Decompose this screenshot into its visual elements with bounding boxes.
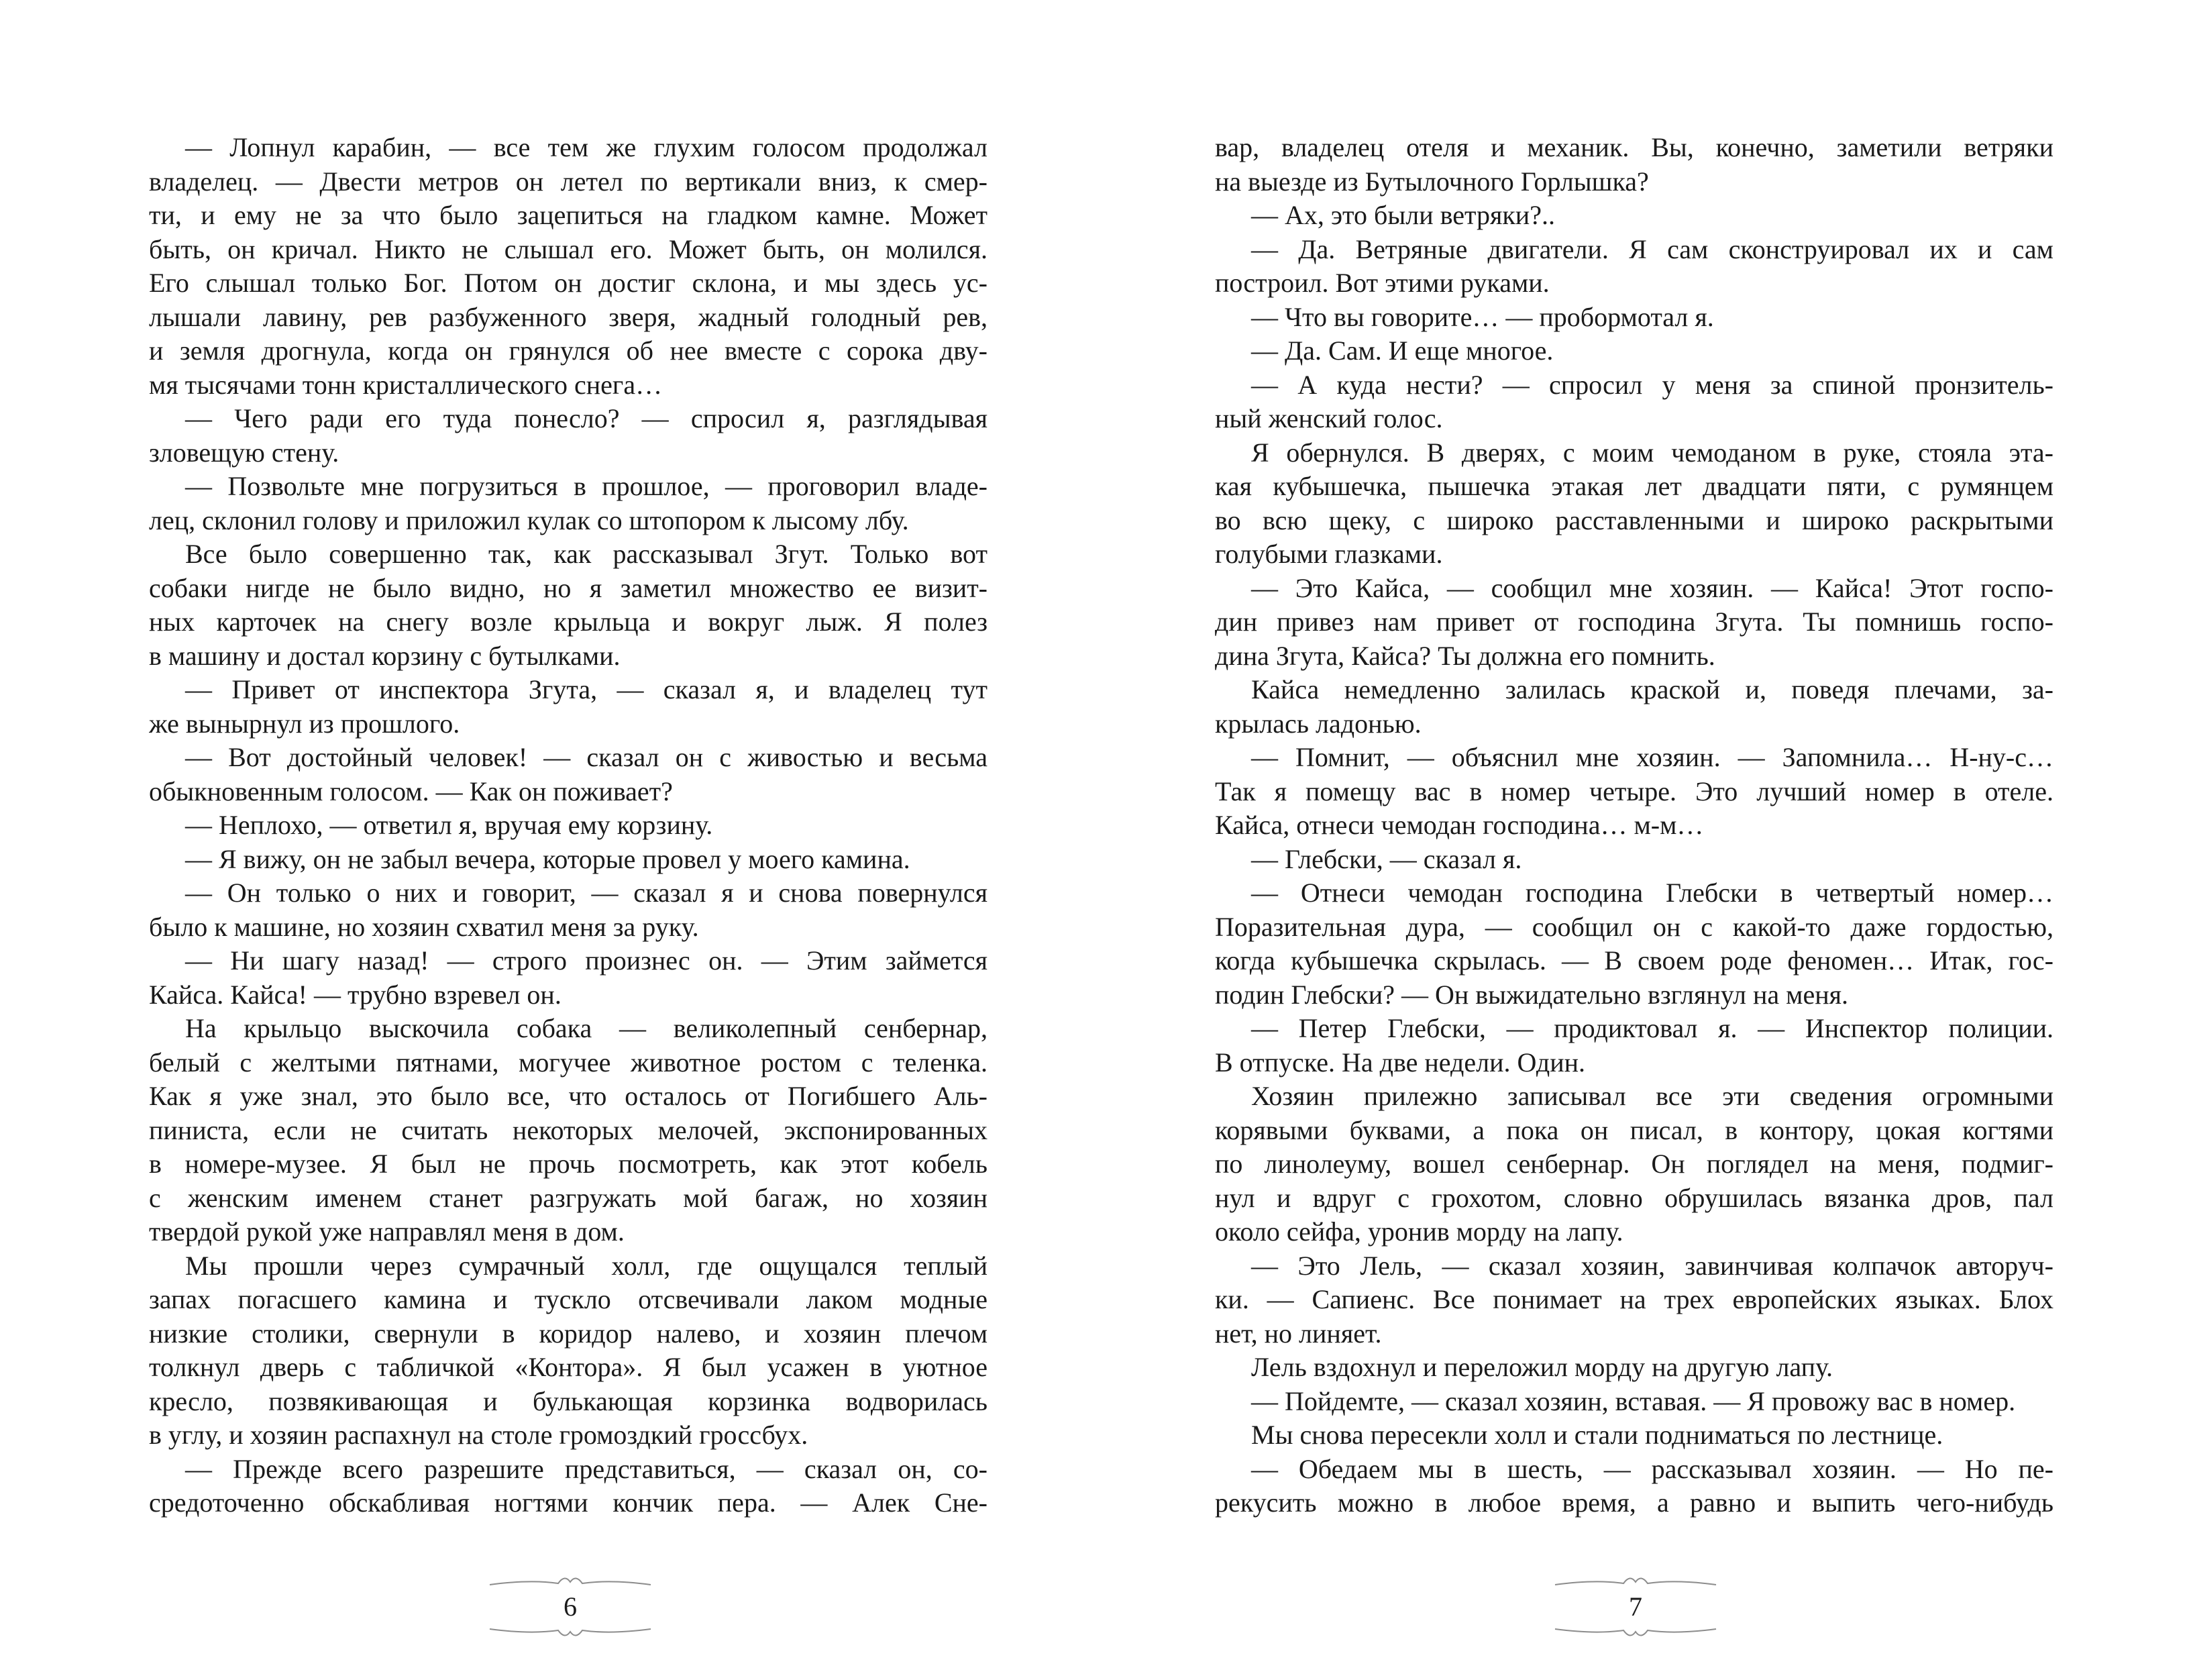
- text-line: обыкновенным голосом. — Как он поживает?: [149, 776, 673, 806]
- text-line: — Вот достойный человек! — сказал он с живостью и весьма: [185, 742, 988, 772]
- text-line: корявыми буквами, а пока он писал, в контору, цокая когтями: [1215, 1114, 2053, 1145]
- text-line: вар, владелец отеля и механик. Вы, конечно, заметили ветряки: [1215, 132, 2053, 162]
- text-line: мя тысячами тонн кристаллического снега…: [149, 369, 663, 400]
- text-line: Я обернулся. В дверях, с моим чемоданом в руке, стояла эта-: [1251, 437, 2053, 468]
- text-line: лец, склонил голову и приложил кулак со штопором к лысому лбу.: [149, 505, 909, 535]
- text-line: — Да. Ветряные двигатели. Я сам сконструировал их и сам: [1251, 233, 2053, 264]
- text-line: дина Згута, Кайса? Ты должна его помнить.: [1215, 640, 1715, 671]
- text-line: Поразительная дура, — сообщил он с какой-то даже гордостью,: [1215, 911, 2053, 942]
- text-line: по линолеуму, вошел сенбернар. Он поглядел на меня, подмиг-: [1215, 1149, 2053, 1179]
- text-line: — Глебски, — сказал я.: [1251, 843, 1522, 874]
- text-line: пиниста, если не считать некоторых мелочей, экспонированных: [149, 1114, 988, 1145]
- text-line: в углу, и хозяин распахнул на столе громоздкий гроссбух.: [149, 1420, 808, 1450]
- text-line: — Привет от инспектора Згута, — сказал я, и владелец тут: [185, 674, 988, 704]
- text-line: быть, он кричал. Никто не слышал его. Может быть, он молился.: [149, 233, 988, 264]
- text-line: же вынырнул из прошлого.: [149, 708, 460, 739]
- text-line: — Я вижу, он не забыл вечера, которые провел у моего камина.: [185, 843, 910, 874]
- right-page-text: [1215, 131, 2053, 1520]
- text-line: низкие столики, свернули в коридор налево, и хозяин плечом: [149, 1318, 988, 1349]
- text-line: во всю щеку, с широко расставленными и широко раскрытыми: [1215, 505, 2053, 535]
- text-line: нет, но линяет.: [1215, 1318, 1382, 1349]
- page-number: 7: [1629, 1591, 1642, 1622]
- text-line: Все было совершенно так, как рассказывал Згут. Только вот: [185, 539, 988, 569]
- text-line: когда кубышечка скрылась. — В своем роде феномен… Итак, гос-: [1215, 945, 2053, 976]
- text-line: ти, и ему не за что было зацепиться на гладком камне. Может: [149, 200, 988, 230]
- text-line: — Пойдемте, — сказал хозяин, вставая. — Я провожу вас в номер.: [1251, 1385, 2016, 1416]
- text-line: и земля дрогнула, когда он грянулся об нее вместе с сорока дву-: [149, 335, 988, 366]
- text-line: Так я помещу вас в номер четыре. Это лучший номер в отеле.: [1215, 776, 2053, 806]
- text-line: Кайса. Кайса! — трубно взревел он.: [149, 979, 562, 1010]
- text-line: Его слышал только Бог. Потом он достиг склона, и мы здесь ус-: [149, 268, 988, 298]
- text-line: рекусить можно в любое время, а равно и выпить чего-нибудь: [1215, 1487, 2053, 1518]
- text-line: Кайса, отнеси чемодан господина… м-м…: [1215, 810, 1704, 840]
- text-line: — Он только о них и говорит, — сказал я и снова повернулся: [185, 878, 988, 908]
- text-line: средоточенно обскабливая ногтями кончик пера. — Алек Сне-: [149, 1487, 988, 1518]
- text-line: в номере-музее. Я был не прочь посмотреть, как этот кобель: [149, 1149, 988, 1179]
- text-line: — Ах, это были ветряки?..: [1251, 200, 1555, 230]
- text-line: ных карточек на снегу возле крыльца и вокруг лыж. Я полез: [149, 607, 988, 637]
- text-line: На крыльцо выскочила собака — великолепный сенбернар,: [185, 1013, 988, 1043]
- text-line: — Неплохо, — ответил я, вручая ему корзину.: [185, 810, 713, 840]
- text-line: — Лопнул карабин, — все тем же глухим голосом продолжал: [185, 132, 988, 162]
- text-line: построил. Вот этими руками.: [1215, 268, 1550, 298]
- text-line: — Это Кайса, — сообщил мне хозяин. — Кайса! Этот госпо-: [1251, 572, 2053, 603]
- text-line: было к машине, но хозяин схватил меня за руку.: [149, 911, 699, 942]
- text-line: — Прежде всего разрешите представиться, — сказал он, со-: [185, 1453, 988, 1484]
- text-line: В отпуске. На две недели. Один.: [1215, 1047, 1586, 1078]
- text-line: Мы прошли через сумрачный холл, где ощущался теплый: [185, 1250, 988, 1281]
- text-line: запах погасшего камина и тускло отсвечивали лаком модные: [149, 1284, 988, 1314]
- text-line: зловещую стену.: [149, 437, 339, 468]
- text-line: голубыми глазками.: [1215, 539, 1443, 569]
- text-line: Мы снова пересекли холл и стали подниматься по лестнице.: [1251, 1420, 1943, 1450]
- left-page-folio: [483, 1570, 657, 1644]
- text-line: — Помнит, — объяснил мне хозяин. — Запомнила… Н-ну-с…: [1251, 742, 2053, 772]
- left-page-text: [149, 131, 988, 1520]
- text-line: толкнул дверь с табличкой «Контора». Я был усажен в уютное: [149, 1352, 988, 1382]
- text-line: нул и вдруг с грохотом, словно обрушилась вязанка дров, пал: [1215, 1182, 2053, 1213]
- text-line: — Что вы говорите… — пробормотал я.: [1251, 301, 1714, 332]
- text-line: в машину и достал корзину с бутылками.: [149, 640, 621, 671]
- page-number: 6: [564, 1591, 577, 1622]
- text-line: кресло, позвякивающая и булькающая корзинка водворилась: [149, 1385, 988, 1416]
- text-line: крылась ладонью.: [1215, 708, 1422, 739]
- text-line: — Позвольте мне погрузиться в прошлое, — проговорил владе-: [185, 471, 988, 501]
- text-line: — Чего ради его туда понесло? — спросил я, разглядывая: [185, 403, 988, 433]
- text-line: — Это Лель, — сказал хозяин, завинчивая колпачок авторуч-: [1251, 1250, 2053, 1281]
- text-line: владелец. — Двести метров он летел по вертикали вниз, к смер-: [149, 166, 988, 197]
- text-line: кая кубышечка, пышечка этакая лет двадцати пяти, с румянцем: [1215, 471, 2053, 501]
- text-line: Как я уже знал, это было все, что осталось от Погибшего Аль-: [149, 1081, 988, 1111]
- text-line: белый с желтыми пятнами, могучее животное ростом с теленка.: [149, 1047, 988, 1078]
- text-line: — Ни шагу назад! — строго произнес он. — Этим займется: [185, 945, 988, 976]
- text-line: Кайса немедленно залилась краской и, поведя плечами, за-: [1251, 674, 2053, 704]
- right-page-folio: [1548, 1570, 1723, 1644]
- text-line: — Обедаем мы в шесть, — рассказывал хозяин. — Но пе-: [1251, 1453, 2053, 1484]
- text-line: подин Глебски? — Он выжидательно взглянул на меня.: [1215, 979, 1849, 1010]
- text-line: с женским именем станет разгружать мой багаж, но хозяин: [149, 1182, 988, 1213]
- text-line: лышали лавину, рев разбуженного зверя, жадный голодный рев,: [149, 301, 988, 332]
- text-line: — Отнеси чемодан господина Глебски в четвертый номер…: [1251, 878, 2053, 908]
- text-line: Хозяин прилежно записывал все эти сведения огромными: [1251, 1081, 2053, 1111]
- text-line: ный женский голос.: [1215, 403, 1443, 433]
- text-line: собаки нигде не было видно, но я заметил множество ее визит-: [149, 572, 988, 603]
- text-line: — А куда нести? — спросил у меня за спиной пронзитель-: [1251, 369, 2053, 400]
- text-line: дин привез нам привет от господина Згута. Ты помнишь госпо-: [1215, 607, 2053, 637]
- text-line: около сейфа, уронив морду на лапу.: [1215, 1216, 1623, 1247]
- text-line: на выезде из Бутылочного Горлышка?: [1215, 166, 1649, 197]
- text-line: ки. — Сапиенс. Все понимает на трех европейских языках. Блох: [1215, 1284, 2053, 1314]
- text-line: — Петер Глебски, — продиктовал я. — Инспектор полиции.: [1251, 1013, 2053, 1043]
- text-line: твердой рукой уже направлял меня в дом.: [149, 1216, 625, 1247]
- text-line: — Да. Сам. И еще многое.: [1251, 335, 1554, 366]
- text-line: Лель вздохнул и переложил морду на другую лапу.: [1251, 1352, 1833, 1382]
